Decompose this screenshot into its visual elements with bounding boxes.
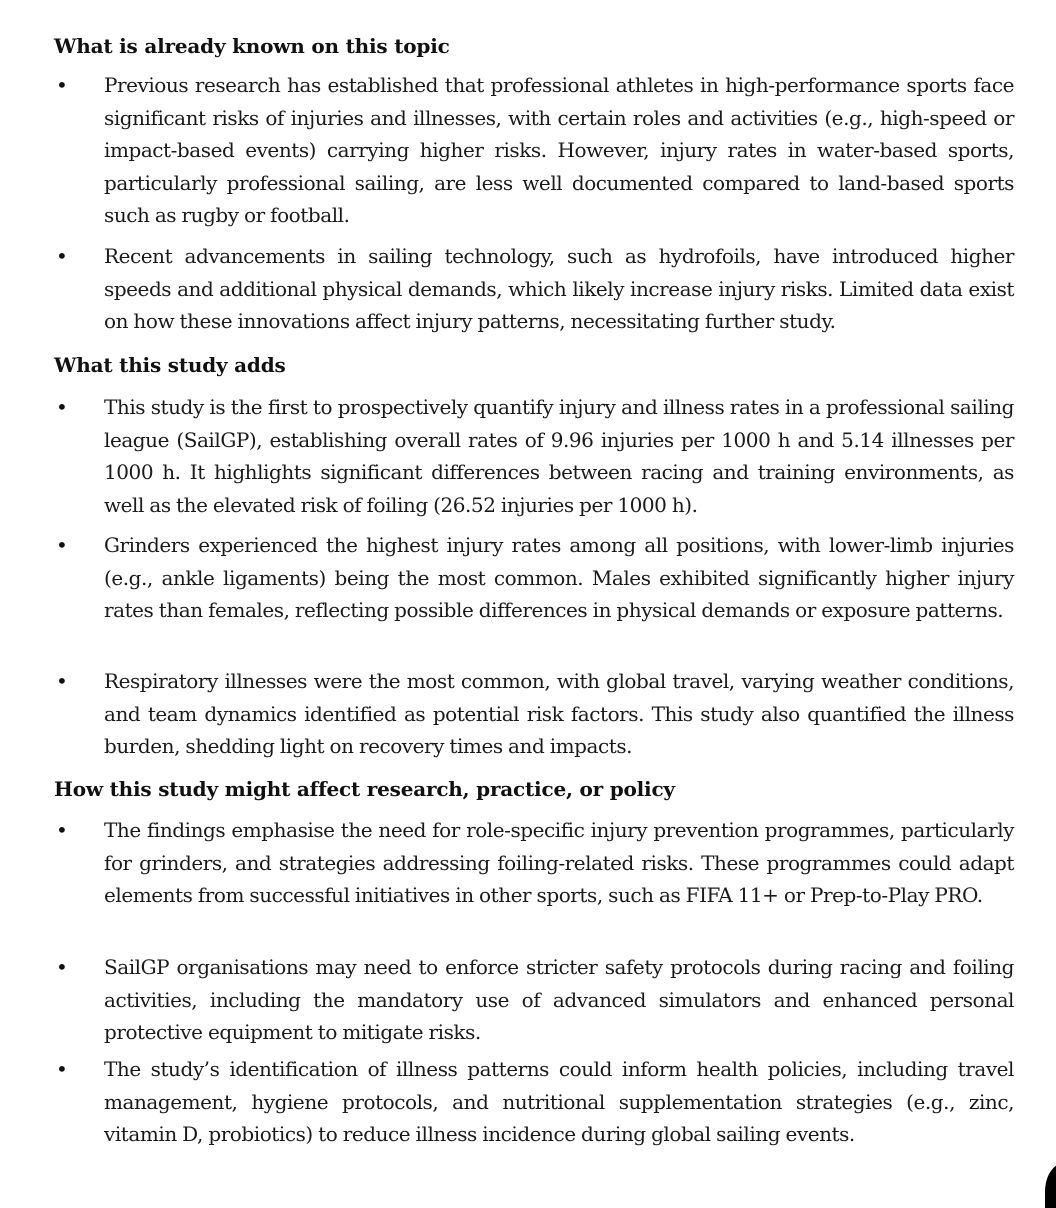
bullet-dot-icon: •: [56, 955, 68, 979]
bullet-dot-icon: •: [56, 395, 68, 419]
bullet-dot-icon: •: [56, 73, 68, 97]
bullet-text-known-2: Recent advancements in sailing technology, such as hydrofoils, have introduced higher speeds and additional physical demands, which likely increase injury risks. Limited data exist on how these innovations affect injury patterns, necessitating further study.: [104, 244, 1014, 333]
heading-might-affect: How this study might affect research, practice, or policy: [54, 777, 675, 801]
bullet-text-known-1: Previous research has established that professional athletes in high-performance sports face significant risks of injuries and illnesses, with certain roles and activities (e.g., high-speed or impact-based events) carrying higher risks. However, injury rates in water-based sports, particularly professional sailing, are less well documented compared to land-based sports such as rugby or football.: [104, 73, 1014, 227]
bullet-text-affect-1: The findings emphasise the need for role-specific injury prevention programmes, particularly for grinders, and strategies addressing foiling-related risks. These programmes could adapt elements from successful initiatives in other sports, such as FIFA 11+ or Prep-to-Play PRO.: [104, 818, 1014, 907]
bullet-dot-icon: •: [56, 669, 68, 693]
cropped-glyph-fragment-icon: [1041, 1158, 1056, 1208]
bullet-text-affect-2: SailGP organisations may need to enforce stricter safety protocols during racing and foiling activities, including the mandatory use of advanced simulators and enhanced personal protective equipment to mitigate risks.: [104, 955, 1014, 1044]
bullet-dot-icon: •: [56, 1057, 68, 1081]
bullet-text-adds-3: Respiratory illnesses were the most common, with global travel, varying weather conditions, and team dynamics identified as potential risk factors. This study also quantified the illness burden, shedding light on recovery times and impacts.: [104, 669, 1014, 758]
bullet-text-adds-2: Grinders experienced the highest injury rates among all positions, with lower-limb injuries (e.g., ankle ligaments) being the most common. Males exhibited significantly higher injury rates than females, reflecting possible differences in physical demands or exposure patterns.: [104, 533, 1014, 622]
bullet-dot-icon: •: [56, 533, 68, 557]
bullet-dot-icon: •: [56, 244, 68, 268]
bullet-text-adds-1: This study is the first to prospectively quantify injury and illness rates in a professional sailing league (SailGP), establishing overall rates of 9.96 injuries per 1000 h and 5.14 illnesses per 1000 h. It highlights significant differences between racing and training environments, as well as the elevated risk of foiling (26.52 injuries per 1000 h).: [104, 395, 1014, 517]
bullet-dot-icon: •: [56, 818, 68, 842]
heading-already-known: What is already known on this topic: [54, 34, 450, 58]
bullet-text-affect-3: The study’s identification of illness patterns could inform health policies, including travel management, hygiene protocols, and nutritional supplementation strategies (e.g., zinc, vitamin D, probiotics) to reduce illness incidence during global sailing events.: [104, 1057, 1014, 1146]
heading-study-adds: What this study adds: [54, 353, 286, 377]
